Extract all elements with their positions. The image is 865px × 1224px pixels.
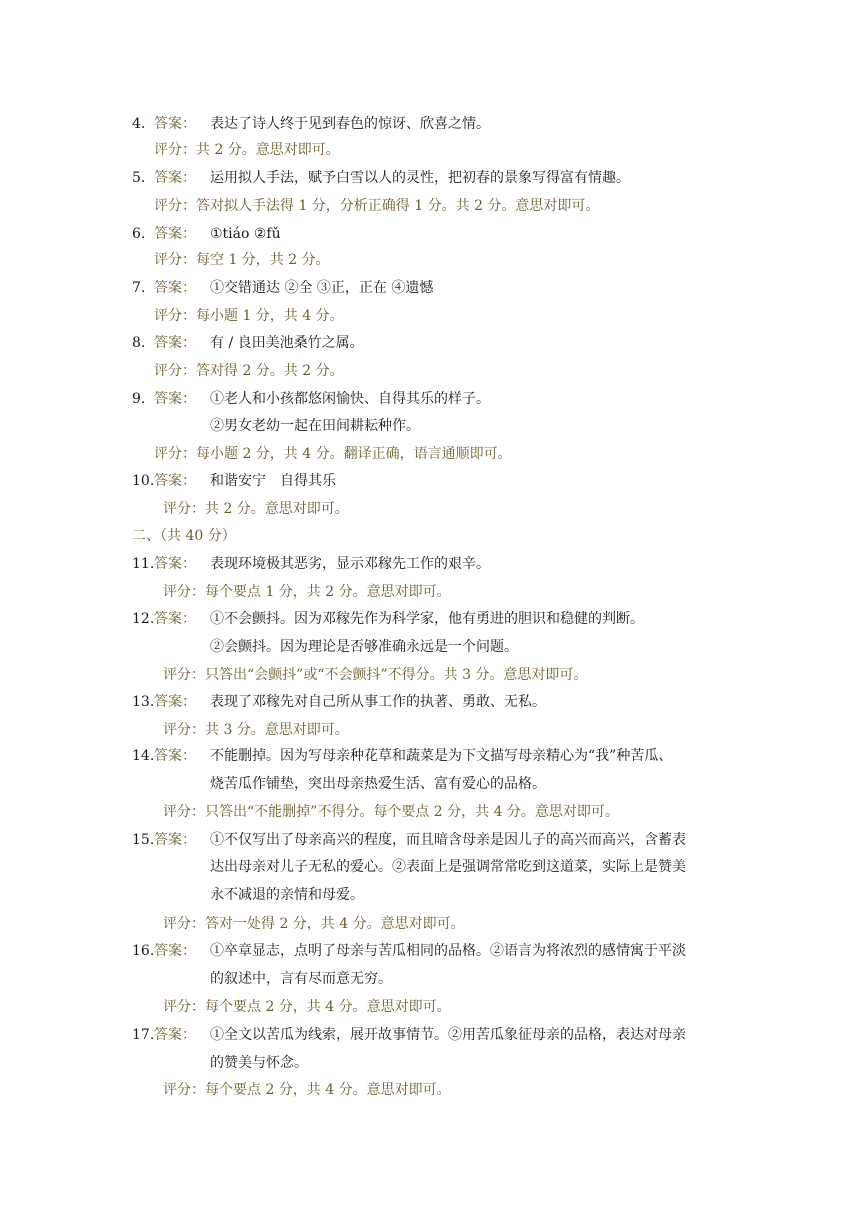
answer-label: 答案：	[154, 1027, 196, 1043]
score-text: 每个要点 2 分，共 4 分。意思对即可。	[205, 1082, 451, 1098]
answer-label: 答案：	[154, 335, 196, 351]
score-line	[154, 196, 599, 216]
answer-text: 运用拟人手法，赋予白雪以人的灵性，把初春的景象写得富有情趣。	[210, 170, 630, 186]
question-number: 10.	[132, 473, 155, 489]
score-text: 每个要点 1 分，共 2 分。意思对即可。	[205, 584, 451, 600]
answer-text: 的赞美与怀念。	[210, 1055, 308, 1071]
score-label: 评分：	[163, 1082, 205, 1098]
score-text: 只答出“不能删掉”不得分。每个要点 2 分，共 4 分。意思对即可。	[205, 804, 619, 820]
score-label: 评分：	[163, 667, 205, 683]
score-line	[163, 997, 451, 1017]
answer-text: 的叙述中，言有尽而意无穷。	[210, 971, 392, 987]
answer-text: 有 / 良田美池桑竹之属。	[210, 335, 364, 351]
score-text: 只答出“会颤抖”或“不会颤抖”不得分。共 3 分。意思对即可。	[205, 667, 588, 683]
answer-text: ①tiáo ②fǔ	[210, 226, 281, 242]
answer-label: 答案：	[154, 391, 196, 407]
answer-text: 烧苦瓜作铺垫，突出母亲热爱生活、富有爱心的品格。	[210, 776, 546, 792]
score-text: 答对得 2 分。共 2 分。	[196, 363, 344, 379]
question-number: 11.	[132, 556, 155, 572]
answer-text: 表现环境极其恶劣，显示邓稼先工作的艰辛。	[210, 556, 490, 572]
question-number: 7.	[132, 280, 146, 296]
answer-text: 和谐安宁 自得其乐	[210, 473, 336, 489]
score-text: 答对一处得 2 分，共 4 分。意思对即可。	[205, 916, 465, 932]
score-text: 答对拟人手法得 1 分，分析正确得 1 分。共 2 分。意思对即可。	[196, 198, 600, 214]
question-number: 13.	[132, 694, 155, 710]
answer-text: 表现了邓稼先对自己所从事工作的执著、勇敢、无私。	[210, 694, 546, 710]
answer-text: ①交错通达 ②全 ③正，正在 ④遗憾	[210, 280, 434, 296]
score-line	[163, 802, 619, 822]
question-number: 5.	[132, 170, 146, 186]
answer-text: ①老人和小孩都悠闲愉快、自得其乐的样子。	[210, 391, 490, 407]
score-label: 评分：	[154, 142, 196, 158]
answer-text: ②男女老幼一起在田间耕耘种作。	[210, 418, 420, 434]
answer-text: 表达了诗人终于见到春色的惊讶、欣喜之情。	[210, 116, 490, 132]
score-line	[163, 665, 587, 685]
score-line	[154, 250, 330, 270]
answer-text: 不能删掉。因为写母亲种花草和蔬菜是为下文描写母亲精心为“我”种苦瓜、	[210, 748, 673, 764]
score-text: 共 3 分。意思对即可。	[205, 722, 349, 738]
score-label: 评分：	[154, 198, 196, 214]
score-text: 共 2 分。意思对即可。	[205, 501, 349, 517]
answer-label: 答案：	[154, 832, 196, 848]
score-label: 评分：	[154, 446, 196, 462]
score-line	[163, 720, 349, 740]
answer-label: 答案：	[154, 694, 196, 710]
score-label: 评分：	[163, 722, 205, 738]
question-number: 9.	[132, 391, 146, 407]
score-line	[154, 306, 344, 326]
score-label: 评分：	[154, 363, 196, 379]
score-line	[154, 361, 344, 381]
answer-text: ①卒章显志，点明了母亲与苦瓜相同的品格。②语言为将浓烈的感情寓于平淡	[210, 943, 686, 959]
score-line	[163, 914, 465, 934]
score-line	[163, 1080, 451, 1100]
answer-text: ①全文以苦瓜为线索，展开故事情节。②用苦瓜象征母亲的品格，表达对母亲	[210, 1027, 686, 1043]
score-label: 评分：	[163, 584, 205, 600]
score-text: 每小题 1 分，共 4 分。	[196, 308, 344, 324]
score-text: 共 2 分。意思对即可。	[196, 142, 340, 158]
question-number: 6.	[132, 226, 146, 242]
answer-label: 答案：	[154, 473, 196, 489]
answer-text: 达出母亲对儿子无私的爱心。②表面上是强调常常吃到这道菜，实际上是赞美	[210, 859, 686, 875]
score-text: 每空 1 分，共 2 分。	[196, 252, 330, 268]
answer-label: 答案：	[154, 748, 196, 764]
score-label: 评分：	[163, 804, 205, 820]
answer-text: 永不减退的亲情和母爱。	[210, 887, 364, 903]
score-label: 评分：	[163, 999, 205, 1015]
score-label: 评分：	[154, 308, 196, 324]
score-text: 每小题 2 分，共 4 分。翻译正确，语言通顺即可。	[196, 446, 512, 462]
score-label: 评分：	[163, 501, 205, 517]
answer-text: ①不仅写出了母亲高兴的程度，而且暗含母亲是因儿子的高兴而高兴，含蓄表	[210, 832, 686, 848]
question-number: 15.	[132, 832, 155, 848]
answer-label: 答案：	[154, 226, 196, 242]
score-label: 评分：	[163, 916, 205, 932]
score-line	[154, 444, 512, 464]
question-number: 14.	[132, 748, 155, 764]
question-number: 8.	[132, 335, 146, 351]
question-number: 17.	[132, 1027, 155, 1043]
answer-label: 答案：	[154, 943, 196, 959]
answer-text: ②会颤抖。因为理论是否够准确永远是一个问题。	[210, 639, 518, 655]
answer-label: 答案：	[154, 556, 196, 572]
question-number: 4.	[132, 116, 146, 132]
answer-label: 答案：	[154, 611, 196, 627]
score-line	[163, 582, 451, 602]
score-text: 每个要点 2 分，共 4 分。意思对即可。	[205, 999, 451, 1015]
answer-label: 答案：	[154, 116, 196, 132]
question-number: 16.	[132, 943, 155, 959]
score-line	[163, 499, 349, 519]
answer-label: 答案：	[154, 170, 196, 186]
question-number: 12.	[132, 611, 155, 627]
score-label: 评分：	[154, 252, 196, 268]
answer-text: ①不会颤抖。因为邓稼先作为科学家，他有勇进的胆识和稳健的判断。	[210, 611, 644, 627]
answer-label: 答案：	[154, 280, 196, 296]
section-heading: 二、（共 40 分）	[132, 528, 236, 544]
score-line	[154, 140, 340, 160]
